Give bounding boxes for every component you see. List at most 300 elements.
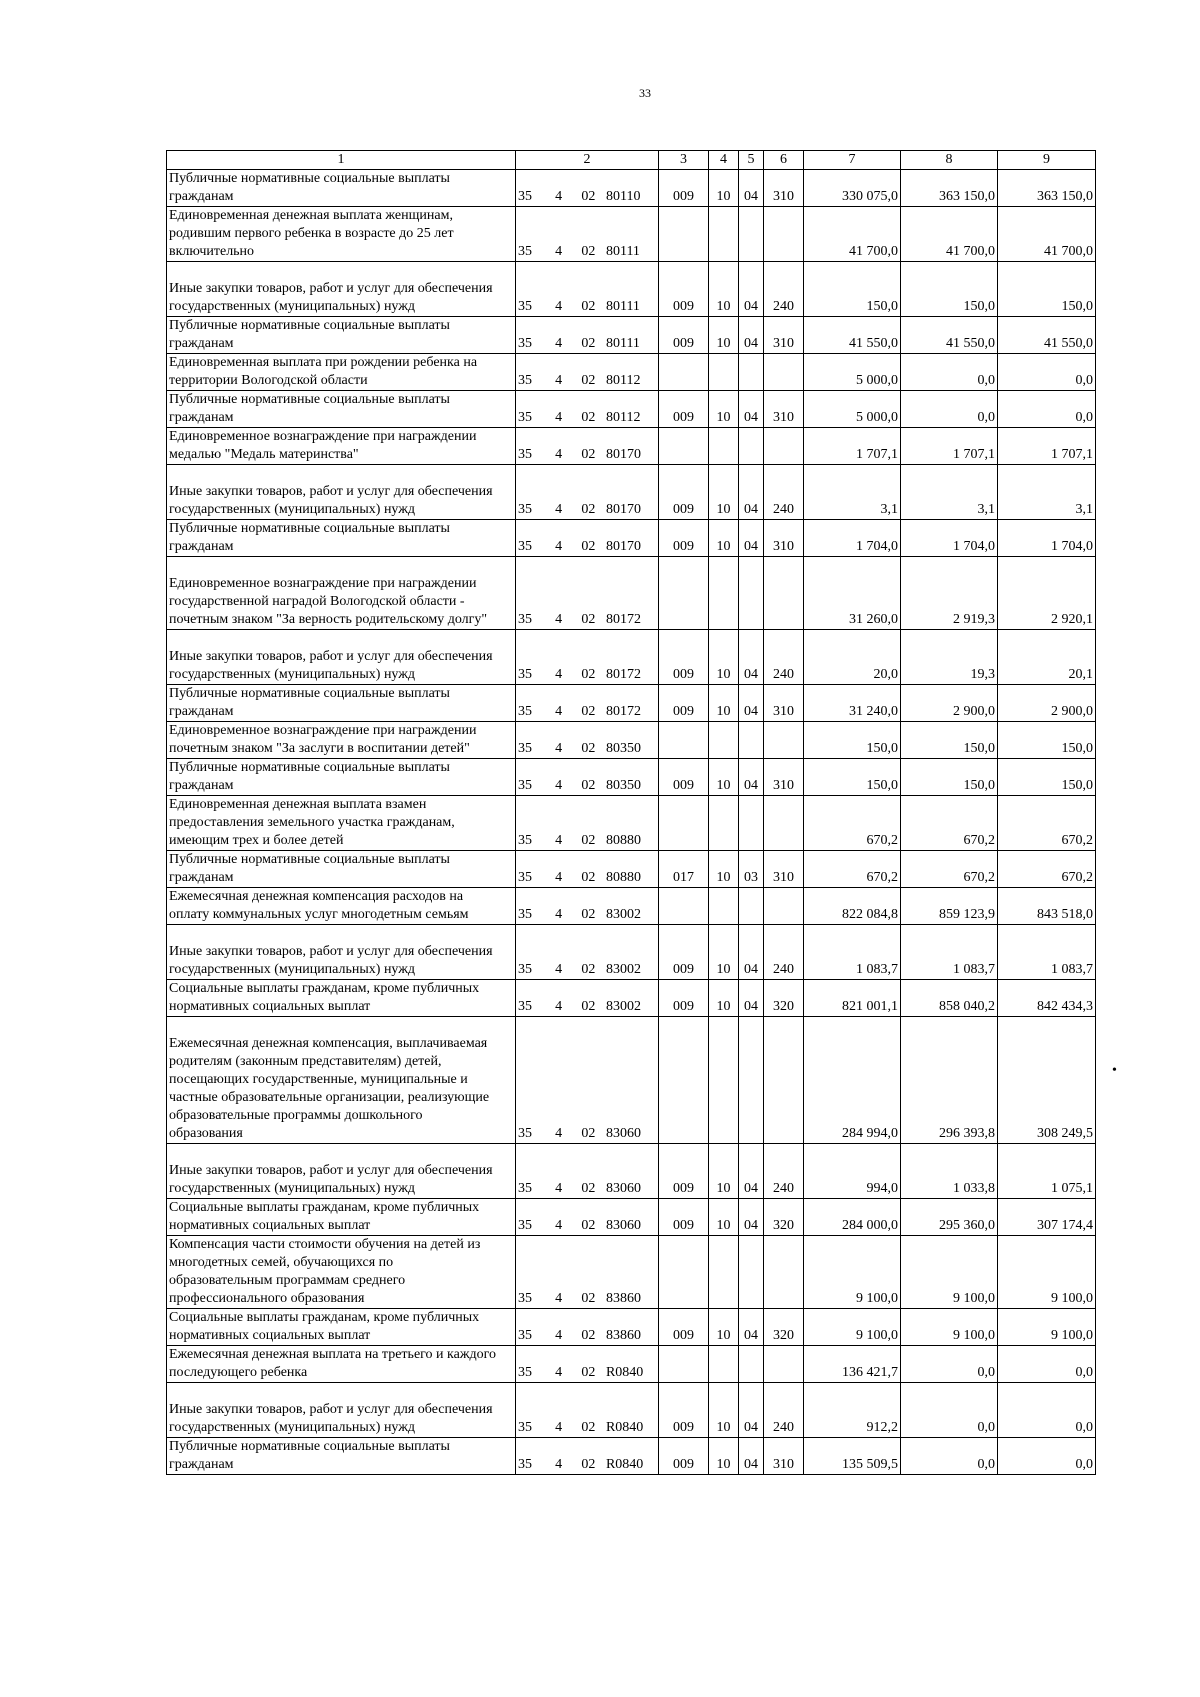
code-part: 4	[555, 833, 563, 848]
description-line: гражданам	[169, 704, 234, 719]
classification-code	[516, 262, 659, 317]
cell-col-5: 04	[739, 1144, 764, 1199]
description-line: медалью "Медаль материнства"	[169, 447, 359, 462]
classification-code	[516, 1346, 659, 1383]
code-part: R0840	[605, 1420, 644, 1435]
amount-col-7: 150,0	[804, 722, 901, 759]
cell-col-3	[659, 428, 709, 465]
classification-code	[516, 722, 659, 759]
cell-col-4: 10	[709, 170, 739, 207]
code-part: 02	[581, 612, 596, 627]
description-line: гражданам	[169, 1457, 234, 1472]
table-row	[167, 925, 1096, 980]
description-line: государственной наградой Вологодской области -	[169, 594, 465, 609]
cell-col-5	[739, 722, 764, 759]
code-part: 35	[518, 778, 532, 793]
cell-col-3: 009	[659, 1309, 709, 1346]
amount-col-9: 0,0	[998, 1346, 1096, 1383]
code-part: 35	[518, 999, 532, 1014]
amount-col-8: 296 393,8	[901, 1017, 998, 1144]
amount-col-8: 19,3	[901, 630, 998, 685]
amount-col-7: 31 260,0	[804, 557, 901, 630]
code-part: 35	[518, 612, 532, 627]
cell-col-5: 04	[739, 170, 764, 207]
table-row	[167, 520, 1096, 557]
classification-code	[516, 630, 659, 685]
amount-col-7: 1 083,7	[804, 925, 901, 980]
cell-col-4	[709, 207, 739, 262]
code-part: 4	[555, 1126, 563, 1141]
code-part: 35	[518, 907, 532, 922]
amount-col-9: 1 083,7	[998, 925, 1096, 980]
description-line: Социальные выплаты гражданам, кроме публичных	[169, 981, 480, 996]
code-part: 02	[581, 1218, 596, 1233]
amount-col-8: 150,0	[901, 722, 998, 759]
code-part: 02	[581, 447, 596, 462]
classification-code	[516, 759, 659, 796]
code-part: 02	[581, 1291, 596, 1306]
description-line	[169, 557, 513, 575]
code-part: 4	[555, 962, 563, 977]
cell-col-6: 320	[764, 980, 804, 1017]
row-description	[167, 391, 516, 428]
amount-col-8: 9 100,0	[901, 1309, 998, 1346]
column-header: 2	[516, 151, 659, 170]
description-line: Единовременная выплата при рождении ребенка на	[169, 355, 478, 370]
code-part: 4	[555, 539, 563, 554]
classification-code	[516, 520, 659, 557]
code-part: 02	[581, 1365, 596, 1380]
classification-code	[516, 925, 659, 980]
code-part: 35	[518, 410, 532, 425]
code-part: 4	[555, 1365, 563, 1380]
row-description	[167, 428, 516, 465]
code-part: 02	[581, 189, 596, 204]
cell-col-4: 10	[709, 925, 739, 980]
cell-col-3: 009	[659, 759, 709, 796]
code-part: 02	[581, 539, 596, 554]
description-line: нормативных социальных выплат	[169, 999, 371, 1014]
code-part: 35	[518, 741, 532, 756]
column-header: 1	[167, 151, 516, 170]
cell-col-4: 10	[709, 759, 739, 796]
classification-code	[516, 1236, 659, 1309]
amount-col-7: 284 000,0	[804, 1199, 901, 1236]
amount-col-7: 41 550,0	[804, 317, 901, 354]
table-row	[167, 262, 1096, 317]
cell-col-6	[764, 1346, 804, 1383]
cell-col-6	[764, 796, 804, 851]
description-line: Публичные нормативные социальные выплаты	[169, 686, 450, 701]
cell-col-3: 009	[659, 1144, 709, 1199]
amount-col-9: 363 150,0	[998, 170, 1096, 207]
code-part: 02	[581, 1457, 596, 1472]
row-description	[167, 1017, 516, 1144]
cell-col-3	[659, 1017, 709, 1144]
amount-col-9: 41 700,0	[998, 207, 1096, 262]
cell-col-3	[659, 557, 709, 630]
description-line: посещающих государственные, муниципальные и	[169, 1072, 468, 1087]
cell-col-4: 10	[709, 262, 739, 317]
amount-col-9: 3,1	[998, 465, 1096, 520]
cell-col-3	[659, 1346, 709, 1383]
amount-col-7: 5 000,0	[804, 354, 901, 391]
cell-col-6: 310	[764, 759, 804, 796]
cell-col-5	[739, 207, 764, 262]
cell-col-3: 009	[659, 520, 709, 557]
amount-col-7: 821 001,1	[804, 980, 901, 1017]
row-description	[167, 630, 516, 685]
classification-code	[516, 1309, 659, 1346]
cell-col-5: 04	[739, 759, 764, 796]
cell-col-5: 04	[739, 520, 764, 557]
table-body	[167, 170, 1096, 1475]
code-part: 83002	[605, 999, 641, 1014]
column-header: 8	[901, 151, 998, 170]
cell-col-3	[659, 722, 709, 759]
code-part: 02	[581, 1328, 596, 1343]
code-part: 02	[581, 336, 596, 351]
code-part: 4	[555, 907, 563, 922]
code-part: 35	[518, 1218, 532, 1233]
cell-col-3: 009	[659, 465, 709, 520]
description-line: Публичные нормативные социальные выплаты	[169, 852, 450, 867]
cell-col-5	[739, 1236, 764, 1309]
amount-col-9: 41 550,0	[998, 317, 1096, 354]
description-line: Иные закупки товаров, работ и услуг для обеспечения	[169, 1163, 493, 1178]
code-part: 35	[518, 1457, 532, 1472]
cell-col-4	[709, 1017, 739, 1144]
cell-col-6: 240	[764, 262, 804, 317]
description-line: гражданам	[169, 778, 234, 793]
code-part: 4	[555, 299, 563, 314]
description-line: образовательным программам среднего	[169, 1273, 406, 1288]
code-part: 4	[555, 373, 563, 388]
table-row	[167, 465, 1096, 520]
description-line	[169, 1144, 513, 1162]
cell-col-6: 240	[764, 1383, 804, 1438]
description-line: профессионального образования	[169, 1291, 365, 1306]
classification-code	[516, 1383, 659, 1438]
cell-col-6: 240	[764, 630, 804, 685]
code-part: 35	[518, 373, 532, 388]
table-row	[167, 391, 1096, 428]
code-part: 4	[555, 502, 563, 517]
amount-col-9: 0,0	[998, 354, 1096, 391]
code-part: 02	[581, 410, 596, 425]
cell-col-6	[764, 428, 804, 465]
amount-col-7: 136 421,7	[804, 1346, 901, 1383]
row-description	[167, 354, 516, 391]
row-description	[167, 925, 516, 980]
code-part: 35	[518, 299, 532, 314]
cell-col-6: 320	[764, 1199, 804, 1236]
cell-col-4	[709, 722, 739, 759]
description-line: Ежемесячная денежная компенсация расходов на	[169, 889, 464, 904]
amount-col-7: 670,2	[804, 796, 901, 851]
classification-code	[516, 391, 659, 428]
amount-col-8: 2 919,3	[901, 557, 998, 630]
row-description	[167, 1383, 516, 1438]
code-part: 02	[581, 741, 596, 756]
amount-col-8: 0,0	[901, 354, 998, 391]
description-line: гражданам	[169, 539, 234, 554]
amount-col-9: 150,0	[998, 722, 1096, 759]
classification-code	[516, 207, 659, 262]
page-number: 33	[639, 86, 651, 100]
description-line: гражданам	[169, 189, 234, 204]
table-row	[167, 851, 1096, 888]
amount-col-7: 41 700,0	[804, 207, 901, 262]
description-line: Публичные нормативные социальные выплаты	[169, 171, 450, 186]
code-part: 35	[518, 870, 532, 885]
cell-col-6: 310	[764, 317, 804, 354]
cell-col-5: 04	[739, 1438, 764, 1475]
amount-col-8: 150,0	[901, 262, 998, 317]
amount-col-8: 1 083,7	[901, 925, 998, 980]
classification-code	[516, 685, 659, 722]
row-description	[167, 1438, 516, 1475]
cell-col-3	[659, 796, 709, 851]
cell-col-5	[739, 1017, 764, 1144]
cell-col-3: 009	[659, 685, 709, 722]
code-part: 4	[555, 704, 563, 719]
cell-col-5: 04	[739, 980, 764, 1017]
cell-col-4: 10	[709, 1438, 739, 1475]
code-part: 4	[555, 1291, 563, 1306]
cell-col-6: 310	[764, 391, 804, 428]
code-part: 02	[581, 704, 596, 719]
description-line: родителям (законным представителям) детей,	[169, 1054, 442, 1069]
code-part: 83060	[605, 1126, 641, 1141]
row-description	[167, 759, 516, 796]
amount-col-8: 859 123,9	[901, 888, 998, 925]
description-line: Единовременная денежная выплата женщинам,	[169, 208, 453, 223]
column-header: 7	[804, 151, 901, 170]
cell-col-5: 04	[739, 465, 764, 520]
cell-col-4: 10	[709, 317, 739, 354]
description-line: Публичные нормативные социальные выплаты	[169, 318, 450, 333]
cell-col-6: 240	[764, 925, 804, 980]
cell-col-5: 04	[739, 685, 764, 722]
code-part: 02	[581, 962, 596, 977]
description-line: государственных (муниципальных) нужд	[169, 1420, 416, 1435]
code-part: 02	[581, 907, 596, 922]
amount-col-9: 843 518,0	[998, 888, 1096, 925]
cell-col-3	[659, 354, 709, 391]
code-part: 02	[581, 833, 596, 848]
classification-code	[516, 851, 659, 888]
table-row	[167, 1438, 1096, 1475]
cell-col-3: 009	[659, 391, 709, 428]
table-row	[167, 1309, 1096, 1346]
cell-col-4: 10	[709, 630, 739, 685]
cell-col-4: 10	[709, 851, 739, 888]
description-line: Единовременное вознаграждение при награждении	[169, 429, 477, 444]
description-line: Публичные нормативные социальные выплаты	[169, 521, 450, 536]
table-row	[167, 1383, 1096, 1438]
amount-col-8: 670,2	[901, 796, 998, 851]
code-part: 35	[518, 502, 532, 517]
amount-col-8: 0,0	[901, 391, 998, 428]
code-part: R0840	[605, 1457, 644, 1472]
table-row	[167, 170, 1096, 207]
code-part: 35	[518, 1420, 532, 1435]
amount-col-7: 9 100,0	[804, 1236, 901, 1309]
amount-col-7: 822 084,8	[804, 888, 901, 925]
cell-col-3	[659, 888, 709, 925]
description-line: государственных (муниципальных) нужд	[169, 962, 416, 977]
code-part: 35	[518, 1365, 532, 1380]
amount-col-9: 9 100,0	[998, 1236, 1096, 1309]
row-description	[167, 557, 516, 630]
cell-col-3	[659, 207, 709, 262]
code-part: 4	[555, 244, 563, 259]
code-part: 35	[518, 833, 532, 848]
column-header: 6	[764, 151, 804, 170]
description-line: Единовременное вознаграждение при награждении	[169, 723, 477, 738]
description-line: Публичные нормативные социальные выплаты	[169, 1439, 450, 1454]
row-description	[167, 1309, 516, 1346]
description-line: почетным знаком "За верность родительскому долгу"	[169, 612, 488, 627]
amount-col-8: 1 707,1	[901, 428, 998, 465]
code-part: 35	[518, 244, 532, 259]
description-line: государственных (муниципальных) нужд	[169, 299, 416, 314]
description-line: гражданам	[169, 410, 234, 425]
cell-col-6	[764, 354, 804, 391]
row-description	[167, 207, 516, 262]
code-part: 80172	[605, 704, 641, 719]
amount-col-7: 670,2	[804, 851, 901, 888]
classification-code	[516, 888, 659, 925]
column-header: 5	[739, 151, 764, 170]
description-line: образовательные программы дошкольного	[169, 1108, 423, 1123]
description-line: Публичные нормативные социальные выплаты	[169, 392, 450, 407]
amount-col-7: 150,0	[804, 262, 901, 317]
amount-col-9: 20,1	[998, 630, 1096, 685]
code-part: 80880	[605, 833, 641, 848]
code-part: 4	[555, 189, 563, 204]
amount-col-7: 9 100,0	[804, 1309, 901, 1346]
code-part: 80172	[605, 667, 641, 682]
amount-col-8: 0,0	[901, 1438, 998, 1475]
amount-col-7: 31 240,0	[804, 685, 901, 722]
column-header: 4	[709, 151, 739, 170]
row-description	[167, 722, 516, 759]
amount-col-7: 3,1	[804, 465, 901, 520]
description-line: гражданам	[169, 336, 234, 351]
description-line: Иные закупки товаров, работ и услуг для обеспечения	[169, 281, 493, 296]
description-line	[169, 1383, 513, 1401]
classification-code	[516, 317, 659, 354]
cell-col-5: 04	[739, 1383, 764, 1438]
row-description	[167, 888, 516, 925]
description-line: оплату коммунальных услуг многодетным семьям	[169, 907, 469, 922]
code-part: 83860	[605, 1291, 641, 1306]
cell-col-6: 310	[764, 170, 804, 207]
code-part: 35	[518, 1328, 532, 1343]
amount-col-8: 41 550,0	[901, 317, 998, 354]
cell-col-6	[764, 1017, 804, 1144]
cell-col-4: 10	[709, 1199, 739, 1236]
row-description	[167, 262, 516, 317]
table-row	[167, 1144, 1096, 1199]
code-part: 4	[555, 1420, 563, 1435]
classification-code	[516, 796, 659, 851]
amount-col-9: 2 900,0	[998, 685, 1096, 722]
description-line: нормативных социальных выплат	[169, 1328, 371, 1343]
row-description	[167, 851, 516, 888]
description-line: государственных (муниципальных) нужд	[169, 502, 416, 517]
column-header: 3	[659, 151, 709, 170]
table-row	[167, 1199, 1096, 1236]
row-description	[167, 465, 516, 520]
description-line: родившим первого ребенка в возрасте до 25 лет	[169, 226, 454, 241]
table-row	[167, 630, 1096, 685]
amount-col-8: 3,1	[901, 465, 998, 520]
code-part: 4	[555, 741, 563, 756]
amount-col-8: 295 360,0	[901, 1199, 998, 1236]
code-part: 02	[581, 1181, 596, 1196]
code-part: 80350	[605, 741, 641, 756]
code-part: 02	[581, 502, 596, 517]
code-part: R0840	[605, 1365, 644, 1380]
amount-col-9: 1 075,1	[998, 1144, 1096, 1199]
cell-col-3: 009	[659, 1199, 709, 1236]
table-row	[167, 759, 1096, 796]
cell-col-5: 04	[739, 317, 764, 354]
code-part: 35	[518, 1291, 532, 1306]
cell-col-5: 04	[739, 1309, 764, 1346]
code-part: 35	[518, 1181, 532, 1196]
classification-code	[516, 465, 659, 520]
cell-col-3: 009	[659, 1438, 709, 1475]
cell-col-4: 10	[709, 520, 739, 557]
code-part: 80110	[605, 189, 641, 204]
amount-col-9: 2 920,1	[998, 557, 1096, 630]
cell-col-3: 009	[659, 317, 709, 354]
cell-col-3: 009	[659, 262, 709, 317]
cell-col-6: 310	[764, 1438, 804, 1475]
code-part: 80172	[605, 612, 641, 627]
cell-col-3: 009	[659, 630, 709, 685]
amount-col-8: 1 704,0	[901, 520, 998, 557]
code-part: 83002	[605, 962, 641, 977]
cell-col-4	[709, 1346, 739, 1383]
cell-col-6: 310	[764, 520, 804, 557]
code-part: 83060	[605, 1218, 641, 1233]
description-line: Единовременное вознаграждение при награждении	[169, 576, 477, 591]
cell-col-4: 10	[709, 685, 739, 722]
table-row	[167, 207, 1096, 262]
code-part: 35	[518, 189, 532, 204]
amount-col-7: 330 075,0	[804, 170, 901, 207]
table-row	[167, 354, 1096, 391]
description-line	[169, 925, 513, 943]
amount-col-7: 1 704,0	[804, 520, 901, 557]
cell-col-6: 310	[764, 685, 804, 722]
code-part: 4	[555, 1328, 563, 1343]
description-line: Ежемесячная денежная выплата на третьего и каждого	[169, 1347, 497, 1362]
amount-col-9: 670,2	[998, 851, 1096, 888]
description-line: нормативных социальных выплат	[169, 1218, 371, 1233]
amount-col-7: 5 000,0	[804, 391, 901, 428]
amount-col-7: 1 707,1	[804, 428, 901, 465]
code-part: 4	[555, 410, 563, 425]
amount-col-8: 9 100,0	[901, 1236, 998, 1309]
code-part: 02	[581, 373, 596, 388]
code-part: 4	[555, 778, 563, 793]
